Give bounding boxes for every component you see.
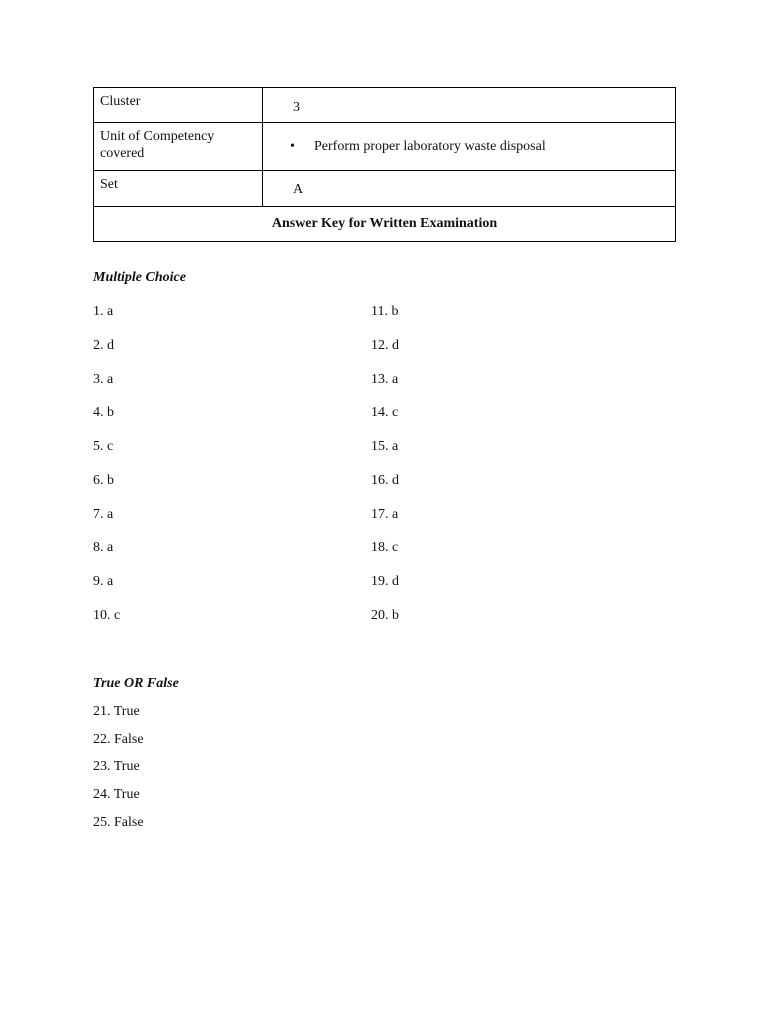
answer-item: 1. a xyxy=(93,304,114,319)
answer-item: 19. d xyxy=(371,574,399,589)
set-label: Set xyxy=(94,170,263,206)
cluster-row xyxy=(94,88,676,123)
answer-item: 9. a xyxy=(93,574,114,589)
unit-value: Perform proper laboratory waste disposal xyxy=(314,138,546,154)
answer-item: 7. a xyxy=(93,507,114,522)
answer-item: 2. d xyxy=(93,338,114,353)
answer-item: 18. c xyxy=(371,540,399,555)
answer-key-heading: Answer Key for Written Examination xyxy=(94,206,676,241)
answer-item: 11. b xyxy=(371,304,399,319)
cluster-value: 3 xyxy=(263,88,676,123)
unit-value-cell xyxy=(263,123,676,170)
answer-item: 15. a xyxy=(371,439,399,454)
bullet-icon: • xyxy=(290,138,295,154)
exam-info-table xyxy=(93,87,676,242)
answer-item: 14. c xyxy=(371,405,399,420)
answer-item: 4. b xyxy=(93,405,114,420)
answer-item: 20. b xyxy=(371,608,399,623)
answer-item: 22. False xyxy=(93,732,144,747)
answer-item: 12. d xyxy=(371,338,399,353)
answer-item: 21. True xyxy=(93,704,140,719)
heading-row xyxy=(94,206,676,241)
unit-row xyxy=(94,123,676,170)
cluster-label: Cluster xyxy=(94,88,263,123)
multiple-choice-title: Multiple Choice xyxy=(93,270,186,285)
answer-item: 16. d xyxy=(371,473,399,488)
answer-item: 13. a xyxy=(371,372,399,387)
answer-item: 23. True xyxy=(93,759,140,774)
answer-item: 8. a xyxy=(93,540,114,555)
true-false-title: True OR False xyxy=(93,676,179,691)
unit-label-line2: covered xyxy=(100,146,145,162)
set-row xyxy=(94,170,676,206)
set-value: A xyxy=(263,170,676,206)
answer-item: 17. a xyxy=(371,507,399,522)
answer-item: 25. False xyxy=(93,815,144,830)
answer-item: 3. a xyxy=(93,372,114,387)
answer-item: 10. c xyxy=(93,608,121,623)
unit-label xyxy=(94,123,263,170)
answer-item: 5. c xyxy=(93,439,114,454)
answer-item: 6. b xyxy=(93,473,114,488)
answer-item: 24. True xyxy=(93,787,140,802)
unit-label-line1: Unit of Competency xyxy=(100,129,215,145)
